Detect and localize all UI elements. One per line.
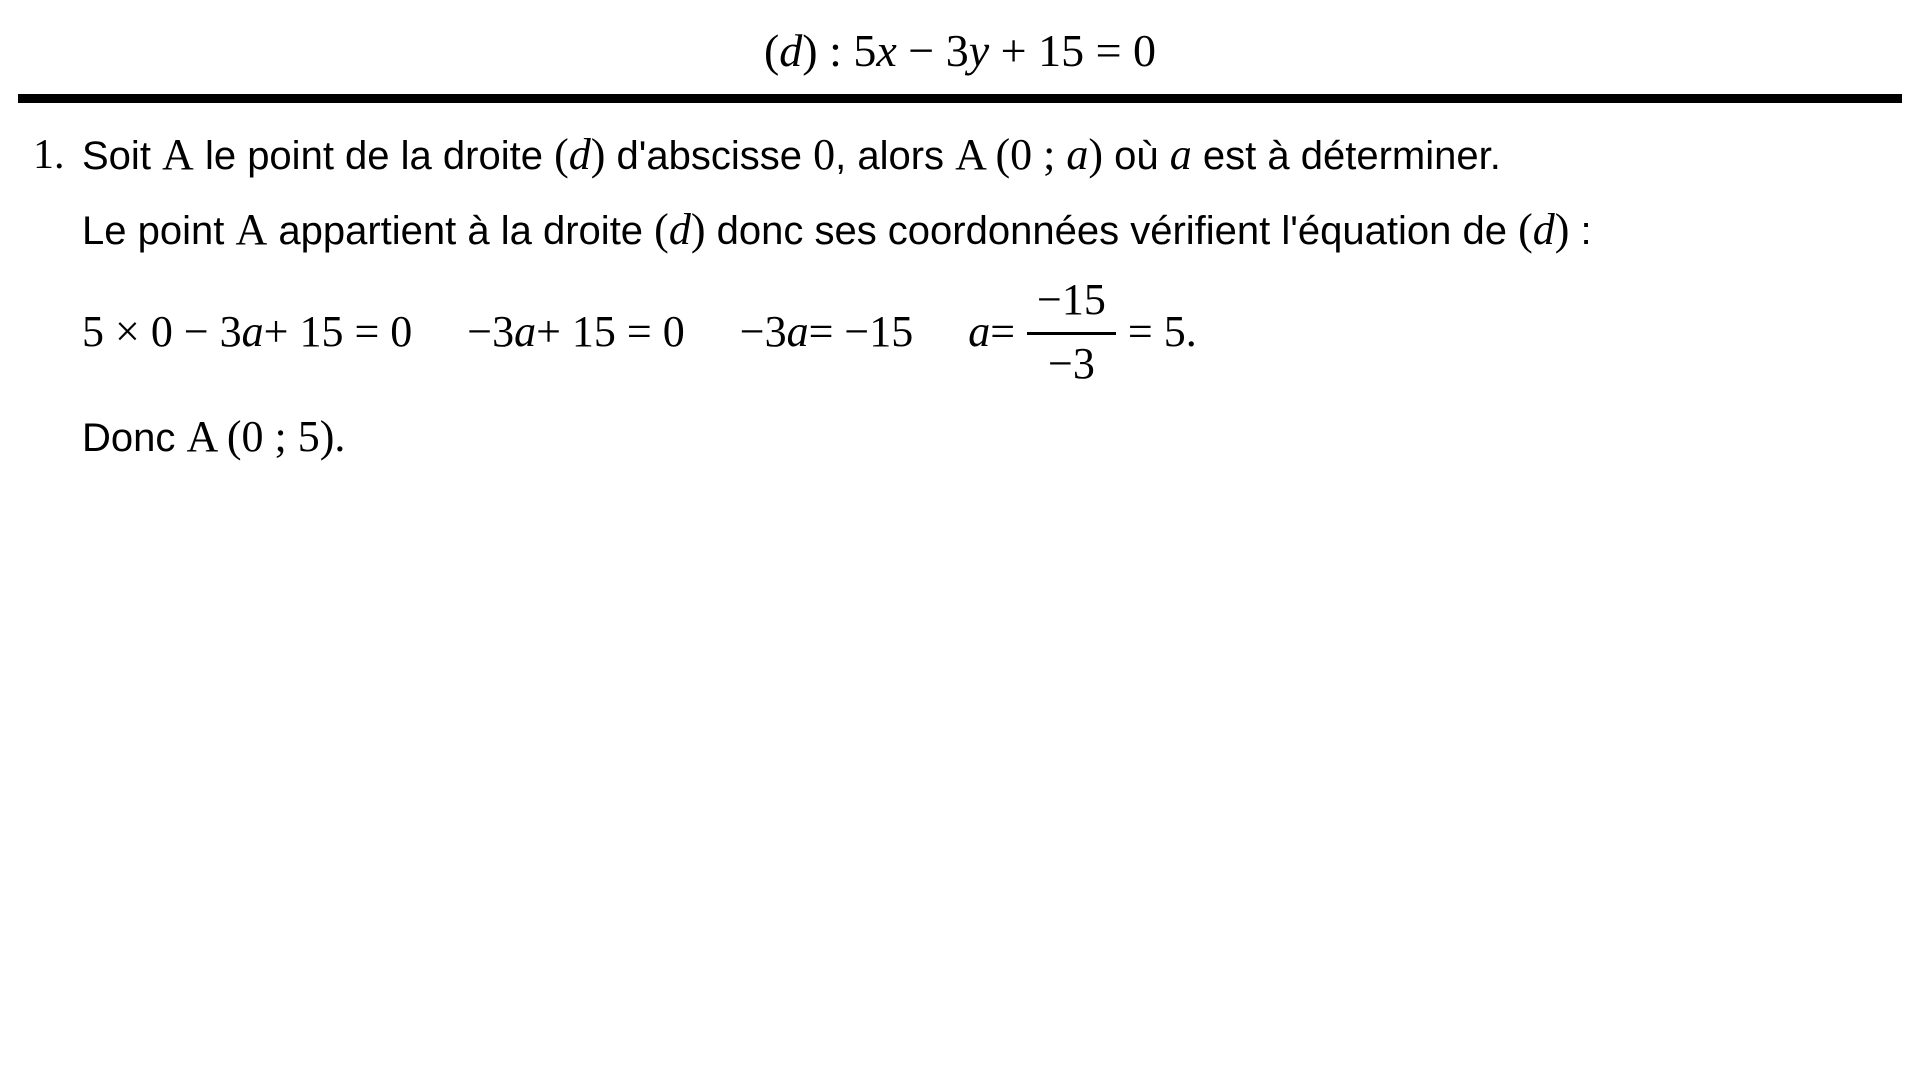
text-token: où	[1103, 134, 1170, 178]
math-token: = −15	[808, 306, 914, 356]
math-token: )	[1554, 205, 1570, 254]
math-token: −3	[467, 306, 515, 356]
math-token: )	[1088, 130, 1104, 179]
math-variable: a	[514, 306, 537, 356]
statement-line-1	[82, 129, 1920, 182]
math-variable: a	[1169, 130, 1192, 179]
equation-step-1	[82, 307, 412, 358]
math-variable: a	[786, 306, 809, 356]
math-token: )	[590, 130, 606, 179]
math-token: )	[690, 205, 706, 254]
conclusion-line	[82, 411, 1920, 464]
math-variable: d	[1532, 205, 1555, 254]
text-token: Donc	[82, 416, 187, 461]
text-token: donc ses coordonnées vérifient l'équation de	[705, 209, 1519, 253]
math-token: −3	[739, 306, 787, 356]
math-token: + 15 = 0	[536, 306, 685, 356]
item-number: 1.	[33, 132, 65, 178]
math-variable: x	[876, 25, 897, 76]
fraction-numerator: −15	[1027, 275, 1116, 335]
text-token: le point de la droite	[193, 134, 555, 178]
math-variable: a	[241, 306, 264, 356]
text-token: est à déterminer.	[1191, 134, 1501, 178]
math-variable: d	[668, 205, 691, 254]
text-token: Soit	[82, 134, 163, 178]
math-token: A (0 ;	[955, 130, 1067, 179]
text-token: Le point	[82, 209, 236, 253]
math-token: =	[990, 306, 1016, 356]
math-token: 0	[813, 130, 836, 179]
equation-step-4	[968, 275, 1196, 389]
math-variable: d	[568, 130, 591, 179]
math-token: 5 × 0 − 3	[82, 306, 242, 356]
math-token: (	[763, 25, 780, 76]
statement-line-2	[82, 204, 1920, 257]
math-variable: a	[968, 306, 991, 356]
fraction-denominator: −3	[1048, 338, 1095, 388]
math-token: ) : 5	[802, 25, 877, 76]
math-token: (	[1518, 205, 1533, 254]
math-token: = 5.	[1127, 306, 1197, 356]
fraction	[1027, 275, 1116, 389]
math-token: − 3	[896, 25, 969, 76]
text-token: appartient à la droite	[267, 209, 655, 253]
math-token: (	[654, 205, 669, 254]
math-point-A: A	[235, 205, 268, 254]
text-token: , alors	[835, 134, 956, 178]
math-token: (	[554, 130, 569, 179]
solution-item	[33, 129, 1920, 464]
math-variable: a	[1066, 130, 1089, 179]
math-token: A (0 ; 5).	[186, 412, 346, 462]
math-variable: d	[779, 25, 803, 76]
math-token: + 15 = 0	[263, 306, 413, 356]
math-variable: y	[968, 25, 990, 76]
math-point-A: A	[162, 130, 194, 179]
math-token: + 15 = 0	[989, 25, 1157, 76]
item-body	[82, 129, 1920, 464]
equation-step-2	[467, 307, 684, 358]
math-derivation-row	[82, 275, 1920, 389]
text-token: :	[1569, 209, 1592, 253]
header-rule	[18, 94, 1902, 103]
equation-step-3	[740, 307, 913, 358]
title-equation	[0, 0, 1920, 82]
text-token: d'abscisse	[605, 134, 814, 178]
